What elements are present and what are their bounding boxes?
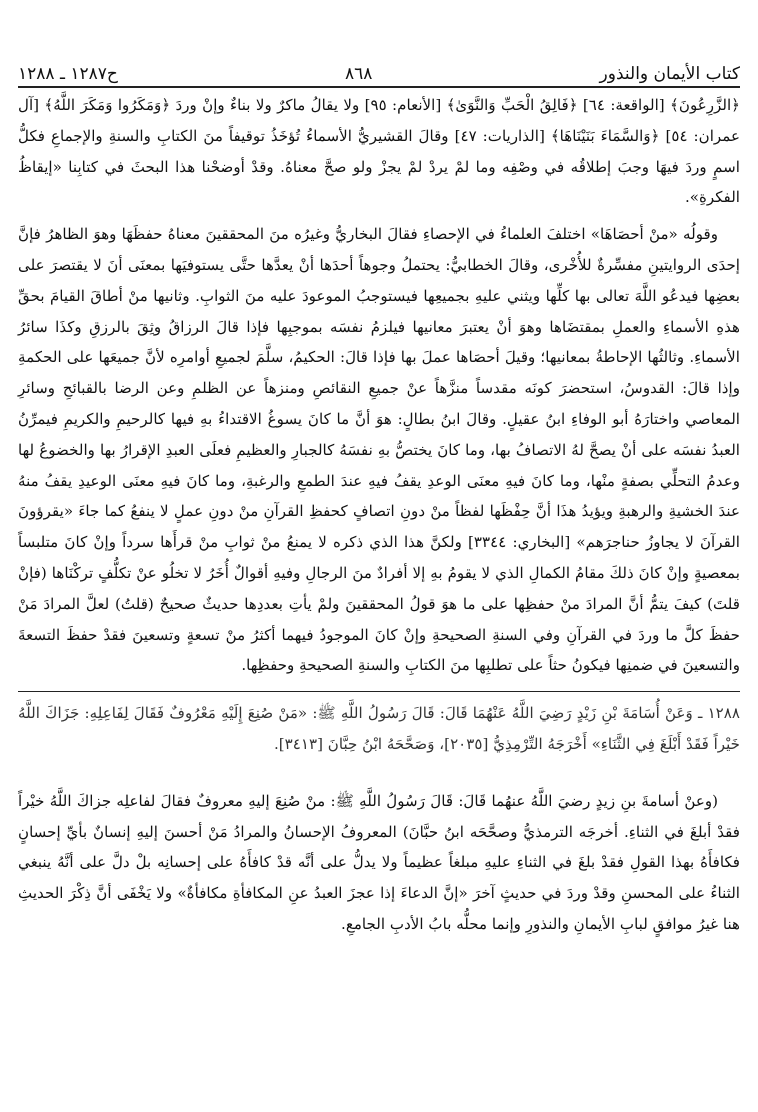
hadith-range: ح١٢٨٧ ـ ١٢٨٨ [18, 64, 118, 84]
paragraph-ihsa-explanation: وقولُه «منْ أحصَاهَا» اختلفَ العلماءُ في الإحصاءِ فقالَ البخاريُّ وغيرُه منَ المحققينَ معناهُ حفظَهَا وهوَ الظاهرُ فإنَّ إحدَى الروايتينِ مفسِّرةٌ للأُخْرى، وقالَ الخطابيُّ: يحتملُ وجوهاً أحدَها أنْ يعدَّها حتَّى يستوفيَها بمعنَى أنَ لا يقتصرَ على بعضِها فيدعُو اللَّهَ تعالى بها كلِّها ويثني عليهِ بجميعِها فيستوجبُ الموعودَ عليه منَ الثوابِ. وثانيها منْ أطاقَ القيامَ بحقِّ هذهِ الأسماءِ والعملِ بمقتضَاها وهوَ أنْ يعتبرَ معانيها فيلزمُ نفسَه بموجبِها فإذا قالَ الرزاقُ وثِقَ بالرزقِ وكذَا سائرُ الأسماءِ. وثالثُها الإحاطةُ بمعانيها؛ وقيلَ أحصَاها عملَ بها فإذا قالَ: الحكيمُ، سلَّمَ لجميعِ أوامرِه لأنَّ جميعَها على الحكمةِ وإذا قالَ: القدوسُ، استحضرَ كونَه مقدساً منزَّهاً عنْ جميعِ النقائصِ ومنزهاً عن الظلمِ وعن الرضا بالقبائحِ وسائرِ المعاصي واختارَهُ أبو الوفاءِ ابنُ عقيلٍ. وقالَ ابنُ بطالٍ: هوَ أنَّ ما كانَ يسوغُ الاقتداءُ بهِ فيها كالرحيمِ والكريمِ فيمرِّنُ العبدُ نفسَه على أنْ يصحَّ لهُ الاتصافُ بها، وما كانَ يختصُّ بهِ نفسَهُ كالجبارِ والعظيمِ فعلَى العبدِ الإقرارُ بها والخضوعُ لها وعدمُ التحلِّي بصفةٍ منْها، وما كانَ فيهِ معنَى الوعدِ يقفُ فيهِ عندَ الطمعِ والرغبةِ، وما كانَ فيهِ معنَى الوعيدِ يقفُ منهُ عندَ الخشيةِ والرهبةِ ويؤيدُ هذَا أنَّ حِفْظَها لفظاً منْ دونِ اتصافٍ كحفظِ القرآنِ منْ دونِ عملٍ لا ينفعُ كما جاءَ «يقرؤونَ القرآنَ لا يجاوزُ حناجرَهم» [البخاري: ٣٣٤٤] ولكنَّ هذا الذي ذكره لا يمنعُ منْ ثوابِ منْ قرأَها سرداً وإنْ كانَ متلبساً بمعصيةٍ وإنْ كانَ ذلكَ مقامُ الكمالِ الذي لا يقومُ بهِ إلا أفرادٌ منَ الرجالِ وفيهِ أقوالٌ أُخَرُ لا تخلُو عنْ تكلُّفٍ تركْنَاها (فإنْ قلتَ) كيفَ يتمُّ أنَّ المرادَ منْ حفظِها على ما هوَ قولُ المحققينَ ولمْ يأتِ بعددِها حديثٌ صحيحٌ (قلتُ) لعلَّ المرادَ مَنْ حفظَ كلَّ ما وردَ في القرآنِ وفي السنةِ الصحيحةِ وإنْ كانَ الموجودُ فيهما أكثرُ منْ تسعةٍ وتسعينَ فقدْ حفظَ التسعةَ والتسعينَ في ضمنِها فيكونُ حثاً على تطلبِها منَ الكتابِ والسنةِ الصحيحةِ وحفظِها. [18, 225, 740, 675]
book-page [18, 58, 740, 940]
page-header [18, 58, 740, 84]
page-body [18, 90, 740, 940]
book-title: كتاب الأيمان والنذور [599, 64, 740, 84]
hadith-text: ١٢٨٨ ـ وَعَنْ أُسَامَةَ بْنِ زَيْدٍ رَضِيَ اللَّهُ عَنْهُمَا قَالَ: قَالَ رَسُولُ اللَّهِ ﷺ: «مَنْ صُنِعَ إِلَيْهِ مَعْرُوفٌ فَقَالَ لِفَاعِلِهِ: جَزَاكَ اللَّهُ خَيْراً فَقَدْ أَبْلَغَ فِي الثَّنَاءِ» أَخْرَجَهُ التِّرْمِذِيُّ [٢٠٣٥]، وَصَحَّحَهُ ابْنُ حِبَّانَ [٣٤١٣]. [18, 704, 740, 753]
paragraph-names-of-allah: ﴿الزَّرِعُونَ﴾ [الواقعة: ٦٤] ﴿فَالِقُ الْحَبِّ وَالنَّوَىٰ﴾ [الأنعام: ٩٥] ولا يقالُ ماكرٌ ولا بناءٌ وإنْ وردَ ﴿وَمَكَرُوا وَمَكَرَ اللَّهُ﴾ [آل عمران: ٥٤] ﴿وَالسَّمَاءَ بَنَيْنَاهَا﴾ [الذاريات: ٤٧] وقالَ القشيريُّ الأسماءُ تُؤخَذُ توقيفاً منَ الكتابِ والسنةِ والإجماعِ فكلُّ اسمٍ وردَ فيهَا وجبَ إطلاقُه في وصْفِه وما لمْ يردْ لمْ يجزْ ولو صحَّ معناهُ. وقدْ أوضحْنا هذا البحثَ في كتابِنا «إيقاظُ الفكرةِ». [18, 96, 741, 207]
page-number: ٨٦٨ [345, 64, 373, 84]
header-rule [18, 86, 740, 88]
hadith-commentary: (وعنْ أسامةَ بنِ زيدٍ رضيَ اللَّهُ عنهُما قَالَ: قَالَ رَسُولُ اللَّهِ ﷺ: منْ صُنِعَ إليهِ معروفٌ فقالَ لفاعلِه جزاكَ اللَّهُ خيْراً فقدْ أبلغَ في الثناءِ. أخرجَه الترمذيُّ وصحَّحَه ابنُ حبَّانَ) المعروفُ الإحسانُ والمرادُ مَنْ أحسنَ إليهِ إنسانٌ بأيِّ إحسانٍ فكافأَهُ بهذا القولِ فقدْ بلغَ في الثناءِ عليهِ مبلغاً عظيماً ولا يدلُّ على أنَّه قدْ كافأَهُ على إحسانِه بلْ دلَّ على أنَّهُ ينبغي الثناءُ على المحسنِ وقدْ وردَ في حديثٍ آخرَ «إنَّ الدعاءَ إذا عجزَ العبدُ عنِ المكافأةِ مكافأةٌ» ولا يَخْفَى أنَّ ذِكْرَ الحديثِ هنا غيرُ موافقٍ لبابِ الأيمانِ والنذورِ وإنما محلُّه بابُ الأدبِ الجامعِ. [18, 791, 740, 933]
section-divider [18, 691, 740, 692]
